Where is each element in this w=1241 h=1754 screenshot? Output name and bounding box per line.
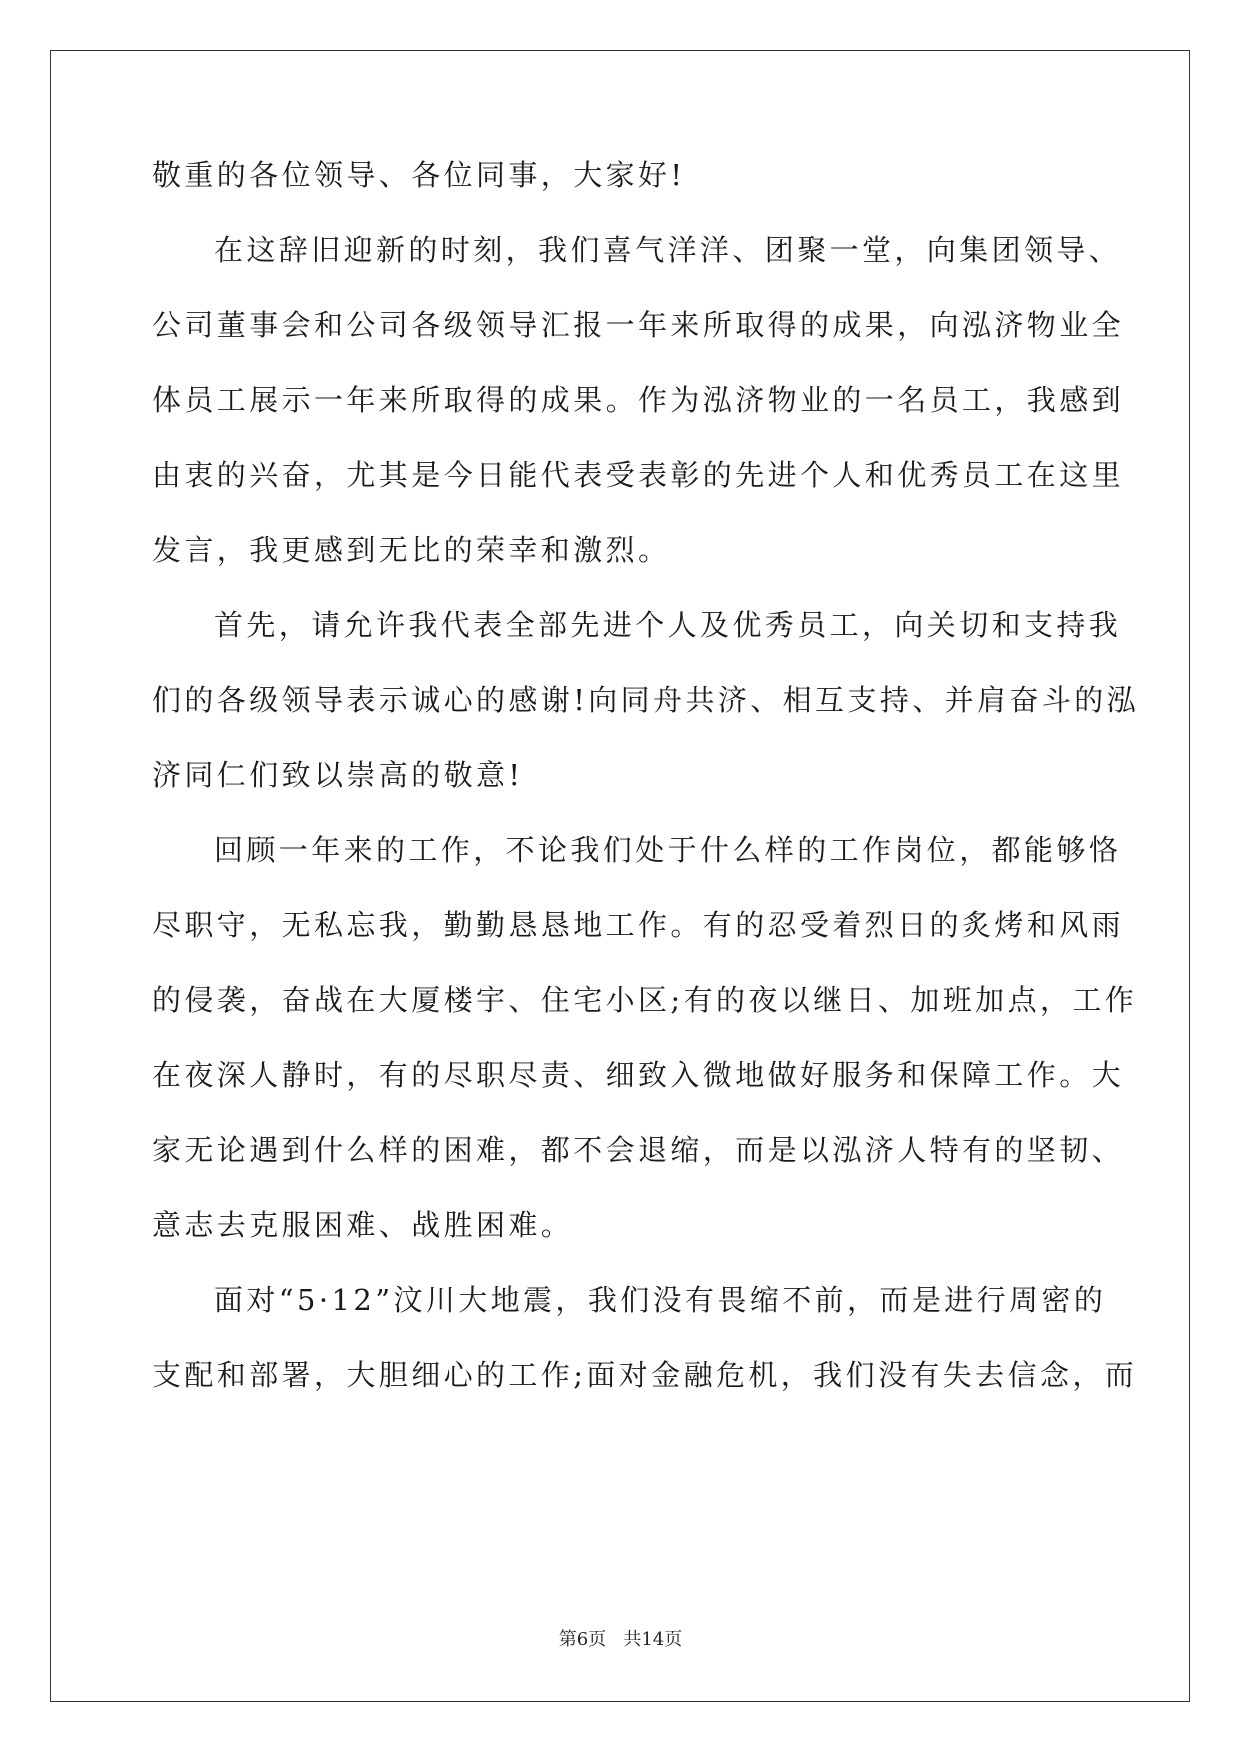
paragraph-line: 发言，我更感到无比的荣幸和激烈。	[152, 533, 671, 567]
paragraph-line: 公司董事会和公司各级领导汇报一年来所取得的成果，向泓济物业全	[152, 308, 1125, 342]
paragraph-line: 的侵袭，奋战在大厦楼宇、住宅小区;有的夜以继日、加班加点，工作	[152, 983, 1138, 1017]
paragraph-line: 意志去克服困难、战胜困难。	[152, 1208, 574, 1242]
paragraph-line: 回顾一年来的工作，不论我们处于什么样的工作岗位，都能够恪	[214, 833, 1122, 867]
greeting-line: 敬重的各位领导、各位同事，大家好!	[152, 158, 686, 192]
paragraph-line: 们的各级领导表示诚心的感谢!向同舟共济、相互支持、并肩奋斗的泓	[152, 683, 1140, 717]
page-number: 第6页 共14页	[558, 1629, 683, 1650]
paragraph-line: 体员工展示一年来所取得的成果。作为泓济物业的一名员工，我感到	[152, 383, 1125, 417]
paragraph-line: 支配和部署，大胆细心的工作;面对金融危机，我们没有失去信念，而	[152, 1358, 1138, 1392]
paragraph-line: 面对“5·12”汶川大地震，我们没有畏缩不前，而是进行周密的	[214, 1283, 1107, 1317]
paragraph-line: 在这辞旧迎新的时刻，我们喜气洋洋、团聚一堂，向集团领导、	[214, 233, 1122, 267]
paragraph-line: 由衷的兴奋，尤其是今日能代表受表彰的先进个人和优秀员工在这里	[152, 458, 1125, 492]
paragraph-line: 尽职守，无私忘我，勤勤恳恳地工作。有的忍受着烈日的炙烤和风雨	[152, 908, 1125, 942]
paragraph-line: 济同仁们致以崇高的敬意!	[152, 758, 524, 792]
paragraph-line: 首先，请允许我代表全部先进个人及优秀员工，向关切和支持我	[214, 608, 1122, 642]
paragraph-line: 家无论遇到什么样的困难，都不会退缩，而是以泓济人特有的坚韧、	[152, 1133, 1125, 1167]
page-border	[50, 50, 1190, 1702]
paragraph-line: 在夜深人静时，有的尽职尽责、细致入微地做好服务和保障工作。大	[152, 1058, 1125, 1092]
